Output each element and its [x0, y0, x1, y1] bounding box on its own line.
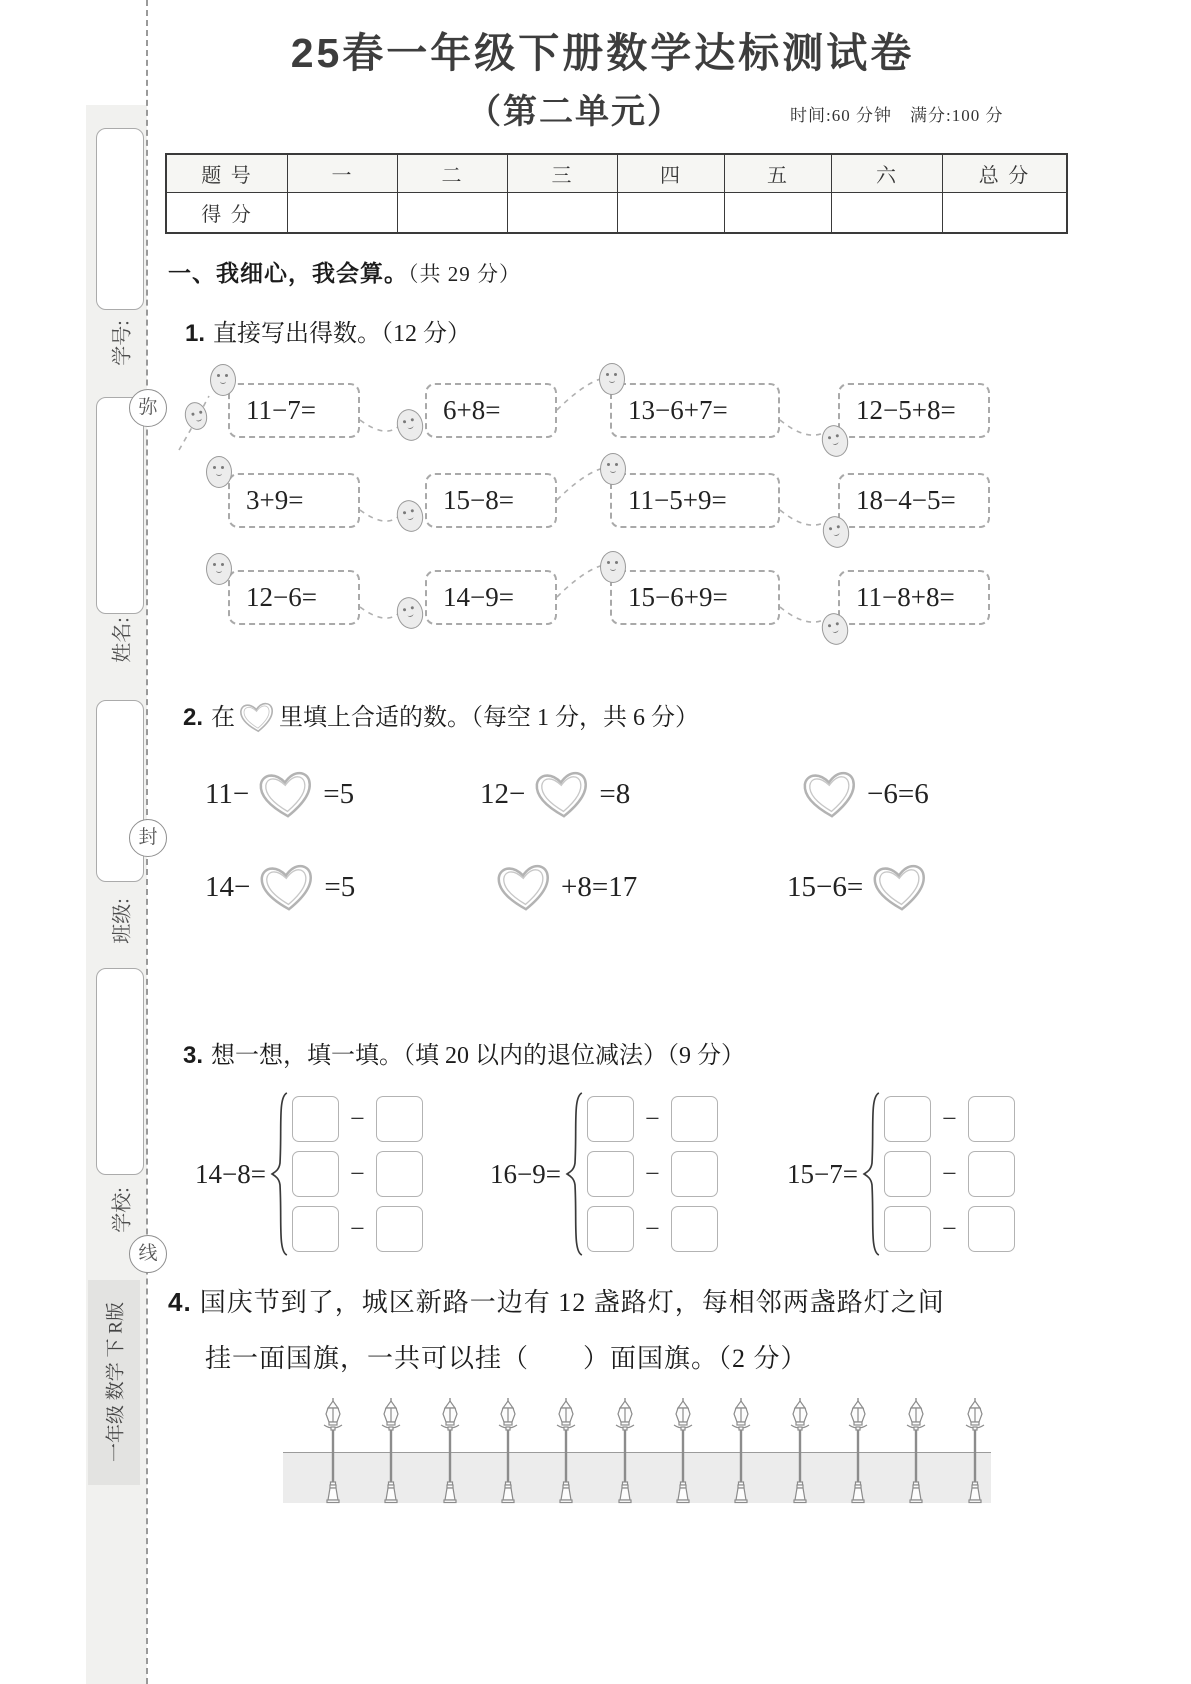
answer-box[interactable]: 11−8+8=	[838, 570, 990, 625]
blank-box[interactable]	[884, 1151, 931, 1197]
blank-box[interactable]	[292, 1096, 339, 1142]
decompose-rows	[292, 1096, 423, 1252]
blank-box[interactable]	[292, 1151, 339, 1197]
score-cell[interactable]	[288, 193, 398, 234]
expression-text: 14−8=	[195, 1158, 266, 1189]
bean-face-icon	[210, 364, 236, 396]
q2-text-after: 里填上合适的数。（每空 1 分，共 6 分）	[279, 705, 700, 731]
answer-box[interactable]: 11−7=	[228, 383, 360, 438]
calc-row	[165, 458, 1040, 558]
expression-text: 15−6=	[787, 870, 864, 903]
expression-text: 15−7=	[787, 1158, 858, 1189]
q3-groups	[165, 1090, 1040, 1270]
q4-text2: 挂一面国旗，一共可以挂（ ）面国旗。（2 分）	[205, 1344, 808, 1373]
exam-meta: 时间:60 分钟 满分:100 分	[790, 106, 1004, 125]
brace-icon	[268, 1090, 290, 1258]
street-lamp-icon	[553, 1398, 579, 1504]
minus-sign: −	[644, 1214, 660, 1243]
heart-blank-icon[interactable]	[254, 855, 321, 918]
bean-face-icon	[600, 453, 626, 485]
blank-box[interactable]	[968, 1206, 1015, 1252]
heart-problem	[787, 858, 937, 916]
decompose-rows	[587, 1096, 718, 1252]
street-lamp-icon	[495, 1398, 521, 1504]
page-title: 25春一年级下册数学达标测试卷	[290, 30, 915, 76]
decompose-rows	[884, 1096, 1015, 1252]
expression-text: =8	[599, 777, 631, 810]
minus-sign: −	[941, 1159, 957, 1188]
heart-problem	[793, 765, 929, 823]
seal-char-feng: 封	[129, 819, 167, 857]
street-lamp-icon	[670, 1398, 696, 1504]
blank-box[interactable]	[968, 1096, 1015, 1142]
q2-text-before: 在	[211, 705, 236, 731]
expression-text: =5	[324, 870, 356, 903]
decompose-group	[490, 1090, 718, 1258]
decompose-group	[787, 1090, 1015, 1258]
score-cell[interactable]	[618, 193, 725, 234]
answer-box[interactable]: 3+9=	[228, 473, 360, 528]
q4-number: 4.	[168, 1287, 192, 1317]
answer-box[interactable]: 6+8=	[425, 383, 557, 438]
answer-box[interactable]: 11−5+9=	[610, 473, 780, 528]
school-write-box[interactable]	[96, 968, 144, 1175]
minus-sign: −	[349, 1104, 365, 1133]
street-lamp-icon	[612, 1398, 638, 1504]
answer-box[interactable]: 12−6=	[228, 570, 360, 625]
q3-text: 想一想，填一填。（填 20 以内的退位减法）（9 分）	[211, 1043, 746, 1069]
blank-box[interactable]	[587, 1096, 634, 1142]
score-cell[interactable]	[398, 193, 508, 234]
heart-problem-row	[165, 765, 1040, 845]
blank-box[interactable]	[376, 1096, 423, 1142]
brace-icon	[563, 1090, 585, 1258]
student-id-write-box[interactable]	[96, 128, 144, 310]
street-lamp-icon	[320, 1398, 346, 1504]
blank-box[interactable]	[671, 1151, 718, 1197]
calc-row	[165, 368, 1040, 468]
heart-problem-row	[165, 858, 1040, 938]
street-lamp-icon	[787, 1398, 813, 1504]
score-cell[interactable]	[943, 193, 1068, 234]
minus-sign: −	[941, 1104, 957, 1133]
name-label: 姓名:	[111, 617, 134, 663]
minus-sign: −	[349, 1159, 365, 1188]
minus-sign: −	[349, 1214, 365, 1243]
street-lamp-icon	[728, 1398, 754, 1504]
heart-blank-icon[interactable]	[867, 855, 934, 918]
bean-face-icon	[206, 456, 232, 488]
expression-text: 12−	[480, 777, 526, 810]
score-header-cell: 五	[725, 154, 832, 193]
decompose-group	[195, 1090, 423, 1258]
bean-face-icon	[599, 363, 625, 395]
score-cell[interactable]	[508, 193, 618, 234]
blank-box[interactable]	[587, 1151, 634, 1197]
blank-box[interactable]	[671, 1206, 718, 1252]
street-lamp-icon	[437, 1398, 463, 1504]
blank-box[interactable]	[884, 1206, 931, 1252]
q3-number: 3.	[183, 1042, 204, 1069]
score-header-cell: 题 号	[166, 154, 288, 193]
q4-text1: 国庆节到了，城区新路一边有 12 盏路灯，每相邻两盏路灯之间	[199, 1288, 945, 1317]
expression-text: −6=6	[867, 777, 929, 810]
heart-icon	[236, 697, 279, 736]
score-row-label: 得 分	[166, 193, 288, 234]
seal-char-mi: 弥	[129, 389, 167, 427]
answer-box[interactable]: 15−8=	[425, 473, 557, 528]
q2-heading	[183, 697, 699, 735]
blank-box[interactable]	[292, 1206, 339, 1252]
score-cell[interactable]	[832, 193, 943, 234]
bean-face-icon	[600, 551, 626, 583]
blank-box[interactable]	[671, 1096, 718, 1142]
minus-sign: −	[644, 1159, 660, 1188]
score-table	[165, 153, 1068, 234]
edition-label: 一年级 数学 下 R版	[105, 1302, 127, 1462]
expression-text: =5	[323, 777, 355, 810]
blank-box[interactable]	[376, 1151, 423, 1197]
street-lamp-icon	[962, 1398, 988, 1504]
heart-problem	[487, 858, 637, 916]
street-lamp-icon	[903, 1398, 929, 1504]
page-subtitle: （第二单元）	[467, 93, 683, 131]
answer-box[interactable]: 12−5+8=	[838, 383, 990, 438]
expression-text: 14−	[205, 870, 251, 903]
q4-line1	[168, 1282, 945, 1319]
bean-face-icon	[206, 553, 232, 585]
score-cell[interactable]	[725, 193, 832, 234]
school-label: 学校:	[111, 1187, 134, 1233]
score-header-cell: 三	[508, 154, 618, 193]
answer-box[interactable]: 13−6+7=	[610, 383, 780, 438]
expression-text: 11−	[205, 777, 250, 810]
calc-row	[165, 555, 1040, 655]
expression-text: +8=17	[561, 870, 638, 903]
q3-heading	[183, 1035, 745, 1070]
score-header-cell: 四	[618, 154, 725, 193]
score-header-cell: 总 分	[943, 154, 1068, 193]
heart-problem	[205, 765, 354, 823]
minus-sign: −	[644, 1104, 660, 1133]
blank-box[interactable]	[884, 1096, 931, 1142]
heart-problem	[205, 858, 355, 916]
seal-char-xian: 线	[129, 1235, 167, 1273]
blank-box[interactable]	[376, 1206, 423, 1252]
section1-title: 一、我细心，我会算。	[168, 260, 408, 286]
blank-box[interactable]	[968, 1151, 1015, 1197]
section1-note: （共 29 分）	[408, 262, 521, 286]
heart-blank-icon[interactable]	[529, 762, 596, 825]
section1-heading	[168, 255, 521, 288]
brace-icon	[860, 1090, 882, 1258]
answer-box[interactable]: 15−6+9=	[610, 570, 780, 625]
score-header-cell: 二	[398, 154, 508, 193]
q1-number: 1.	[185, 320, 206, 347]
edition-box	[88, 1280, 140, 1485]
answer-box[interactable]: 14−9=	[425, 570, 557, 625]
expression-text: 16−9=	[490, 1158, 561, 1189]
q2-number: 2.	[183, 704, 204, 731]
heart-blank-icon[interactable]	[491, 855, 558, 918]
street-lamp-icon	[378, 1398, 404, 1504]
heart-problem	[480, 765, 630, 823]
score-header-cell: 一	[288, 154, 398, 193]
name-write-box[interactable]	[96, 397, 144, 614]
heart-blank-icon[interactable]	[797, 762, 864, 825]
class-label: 班级:	[111, 898, 134, 944]
blank-box[interactable]	[587, 1206, 634, 1252]
q4-line2	[205, 1338, 808, 1375]
heart-blank-icon[interactable]	[253, 762, 320, 825]
score-header-cell: 六	[832, 154, 943, 193]
q1-text: 直接写出得数。（12 分）	[213, 321, 472, 347]
class-write-box[interactable]	[96, 700, 144, 882]
minus-sign: −	[941, 1214, 957, 1243]
answer-box[interactable]: 18−4−5=	[838, 473, 990, 528]
student-id-label: 学号:	[111, 320, 134, 366]
street-lamp-icon	[845, 1398, 871, 1504]
q1-heading	[185, 313, 471, 348]
